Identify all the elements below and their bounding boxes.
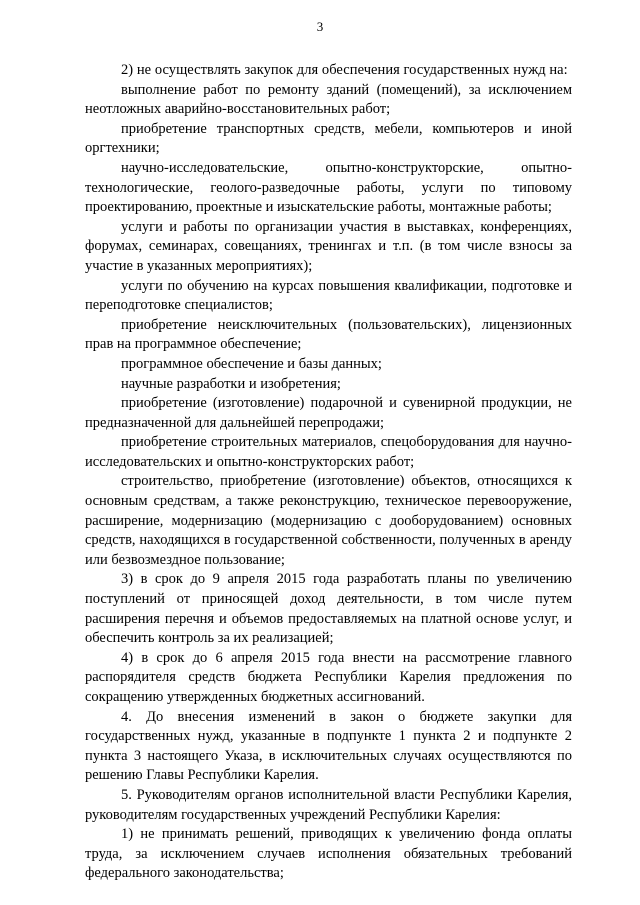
- page-number: 3: [316, 19, 324, 34]
- paragraph-souvenirs: приобретение (изготовление) подарочной и сувенирной продукции, не предназначенной для дальнейшей перепродажи;: [85, 395, 572, 431]
- paragraph-subitem-3: 3) в срок до 9 апреля 2015 года разработать планы по увеличению поступлений от приносящей доход деятельности, в том числе путем расширения перечня и объемов предоставляемых на платной основе услуг, и обеспечить контроль за их реализацией;: [85, 571, 572, 647]
- paragraph-vehicles-furniture: приобретение транспортных средств, мебели, компьютеров и иной оргтехники;: [85, 120, 572, 157]
- paragraph-inventions: научные разработки и изобретения;: [121, 375, 341, 392]
- paragraph-item-5-subitem-1: 1) не принимать решений, приводящих к увеличению фонда оплаты труда, за исключением случаев исполнения обязательных требований федерального законодательства;: [85, 826, 572, 882]
- paragraph-software: программное обеспечение и базы данных;: [121, 355, 382, 372]
- paragraph-licenses: приобретение неисключительных (пользовательских), лицензионных прав на программное обеспечение;: [85, 316, 572, 353]
- paragraph-repair-works: выполнение работ по ремонту зданий (помещений), за исключением неотложных аварийно-восстановительных работ;: [85, 81, 572, 118]
- paragraph-item-4: 4. До внесения изменений в закон о бюджете закупки для государственных нужд, указанные в подпункте 1 пункта 2 и подпункте 2 пункта 3 настоящего Указа, в исключительных случаях осуществляются по решению Главы Республики Карелия.: [85, 708, 572, 784]
- paragraph-research-works: научно-исследовательские, опытно-конструкторские, опытно-технологические, геолого-разведочные работы, услуги по типовому проектированию, проектные и изыскательские работы, монтажные работы;: [85, 159, 572, 216]
- paragraph-exhibitions: услуги и работы по организации участия в выставках, конференциях, форумах, семинарах, совещаниях, тренингах и т.п. (в том числе взносы за участие в указанных мероприятиях);: [85, 218, 572, 274]
- paragraph-construction: строительство, приобретение (изготовление) объектов, относящихся к основным средствам, а также реконструкцию, техническое перевооружение, расширение, модернизацию (модернизацию с дооборудованием) основных средств, находящихся в государственной собственности, полученных в аренду или безвозмездное пользование;: [85, 473, 572, 568]
- paragraph-subitem-2: 2) не осуществлять закупок для обеспечения государственных нужд на:: [121, 62, 568, 78]
- paragraph-building-materials: приобретение строительных материалов, спецоборудования для научно-исследовательских и опытно-конструкторских работ;: [85, 434, 572, 470]
- document-body: [85, 61, 572, 884]
- paragraph-subitem-4: 4) в срок до 6 апреля 2015 года внести на рассмотрение главного распорядителя средств бюджета Республики Карелия предложения по сокращению утвержденных бюджетных ассигнований.: [85, 649, 572, 705]
- paragraph-training: услуги по обучению на курсах повышения квалификации, подготовке и переподготовке специалистов;: [85, 277, 572, 314]
- paragraph-item-5: 5. Руководителям органов исполнительной власти Республики Карелия, руководителям государственных учреждений Республики Карелия:: [85, 786, 572, 823]
